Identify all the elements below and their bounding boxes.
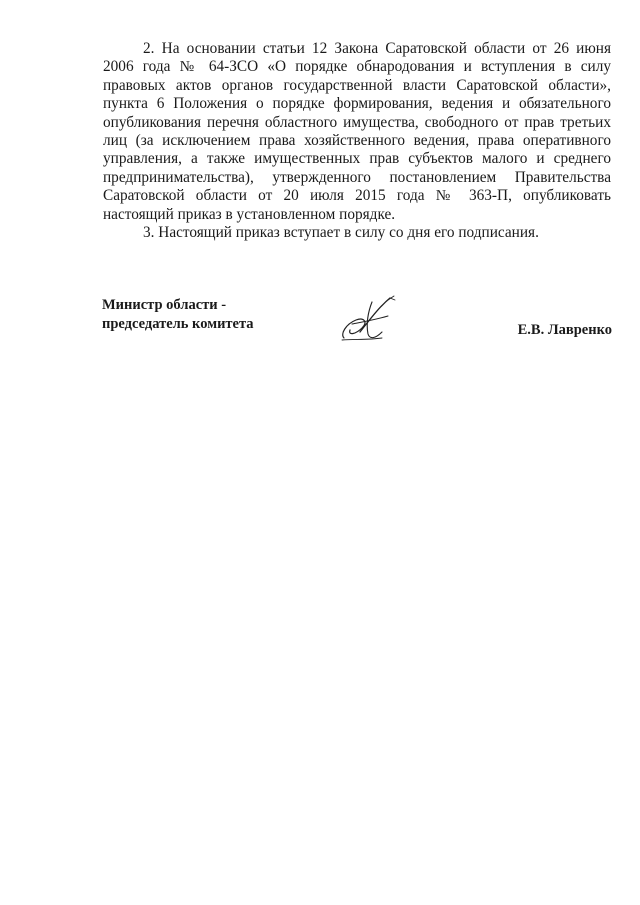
signer-title-line-2: председатель комитета	[102, 315, 254, 332]
signer-name: Е.В. Лавренко	[517, 322, 612, 338]
paragraph-effective-date: 3. Настоящий приказ вступает в силу со дня его подписания.	[143, 224, 539, 242]
signer-title	[102, 296, 254, 333]
handwritten-signature	[338, 294, 402, 344]
signer-title-line-1: Министр области -	[102, 297, 227, 313]
order-body	[103, 40, 611, 242]
paragraph-publication: 2. На основании статьи 12 Закона Саратовской области от 26 июня 2006 года № 64-ЗСО «О порядке обнародования и вступления в силу правовых актов органов государственной власти Саратовской области», пункта 6 Положения о порядке формирования, ведения и обязательного опубликования перечня областного имущества, свободного от прав третьих лиц (за исключением права хозяйственного ведения, права оперативного управления, а также имущественных прав субъектов малого и среднего предпринимательства), утвержденного постановлением Правительства Саратовской области от 20 июля 2015 года № 363-П, опубликовать настоящий приказ в установленном порядке.	[103, 40, 611, 223]
signature-block	[102, 296, 612, 356]
